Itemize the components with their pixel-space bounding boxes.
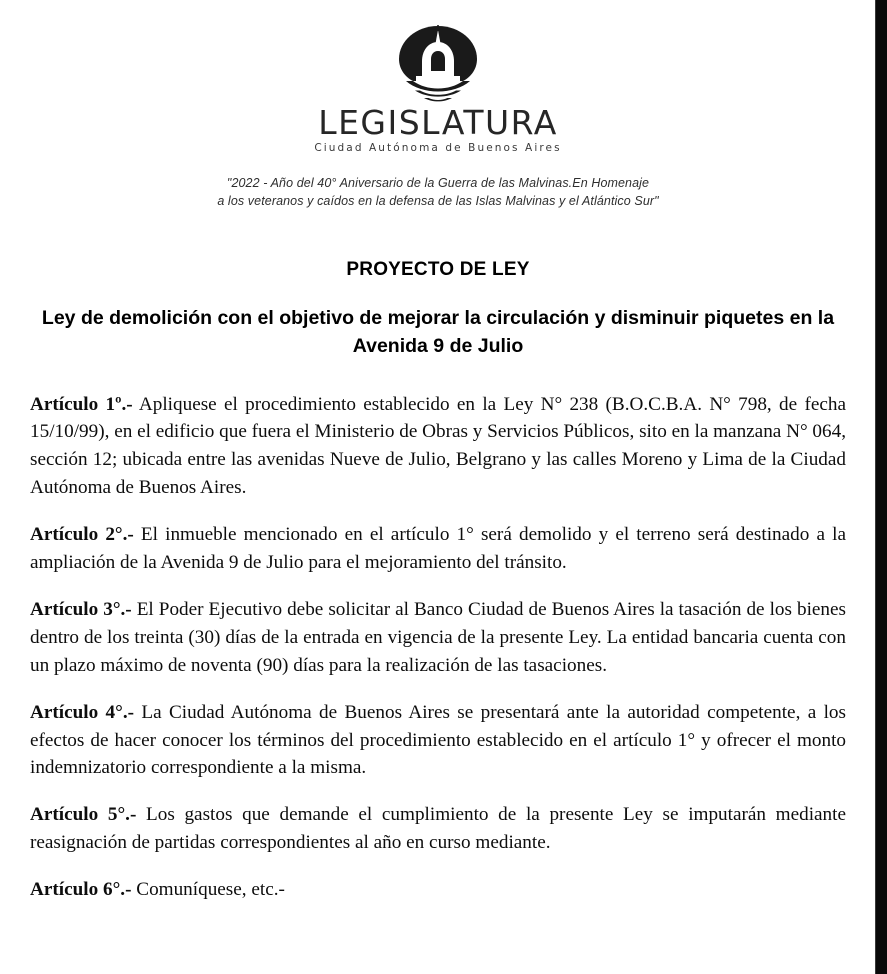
letterhead — [0, 0, 876, 211]
document-kicker: PROYECTO DE LEY — [346, 259, 530, 281]
article-body: Apliquese el procedimiento establecido en la Ley N° 238 (B.O.C.B.A. N° 798, de fecha 15/10/99), en el edificio que fuera el Ministerio de Obras y Servicios Públicos, sito en la manzana N° 064, sección 12; ubicada entre las avenidas Nueve de Julio, Belgrano y las calles Moreno y Lima de la Ciudad Autónoma de Buenos Aires. — [30, 393, 847, 499]
legislatura-dome-logo-icon — [392, 24, 484, 102]
article-item — [30, 699, 846, 783]
legislatura-subtitle: Ciudad Autónoma de Buenos Aires — [314, 141, 562, 154]
anniversary-motto — [0, 174, 876, 212]
article-body: Comuníquese, etc.- — [131, 879, 285, 901]
article-label: Artículo 6°.- — [30, 879, 132, 901]
anniversary-motto-line-1: "2022 - Año del 40° Aniversario de la Guerra de las Malvinas.En Homenaje — [226, 175, 650, 190]
article-label: Artículo 3°.- — [30, 598, 132, 620]
page-title: Ley de demolición con el objetivo de mejorar la circulación y disminuir piquetes en la Avenida 9 de Julio — [41, 307, 835, 357]
article-item — [30, 521, 846, 577]
articles-list — [30, 391, 846, 905]
anniversary-motto-line-2: a los veteranos y caídos en la defensa de las Islas Malvinas y el Atlántico Sur" — [217, 194, 659, 209]
article-label: Artículo 1º.- — [30, 393, 133, 415]
article-item — [30, 391, 846, 502]
article-body: Los gastos que demande el cumplimiento de la presente Ley se imputarán mediante reasignación de partidas correspondientes al año en curso mediante. — [30, 804, 846, 854]
article-label: Artículo 5°.- — [30, 804, 137, 826]
article-body: La Ciudad Autónoma de Buenos Aires se presentará ante la autoridad competente, a los efectos de hacer conocer los términos del procedimiento establecido en el artículo 1° y ofrecer el monto indemnizatorio correspondiente a la misma. — [30, 701, 846, 779]
article-body: El Poder Ejecutivo debe solicitar al Banco Ciudad de Buenos Aires la tasación de los bienes dentro de los treinta (30) días de la entrada en vigencia de la presente Ley. La entidad bancaria cuenta con un plazo máximo de noventa (90) días para la realización de las tasaciones. — [30, 598, 846, 676]
legislatura-wordmark: LEGISLATURA — [318, 103, 558, 142]
scan-edge-strip — [875, 0, 887, 974]
article-item — [30, 596, 846, 680]
article-item — [30, 801, 846, 857]
article-body: El inmueble mencionado en el artículo 1° será demolido y el terreno será destinado a la ampliación de la Avenida 9 de Julio para el mejoramiento del tránsito. — [30, 524, 846, 573]
article-label: Artículo 2°.- — [30, 524, 134, 546]
article-label: Artículo 4°.- — [30, 701, 135, 723]
article-item — [30, 876, 846, 904]
